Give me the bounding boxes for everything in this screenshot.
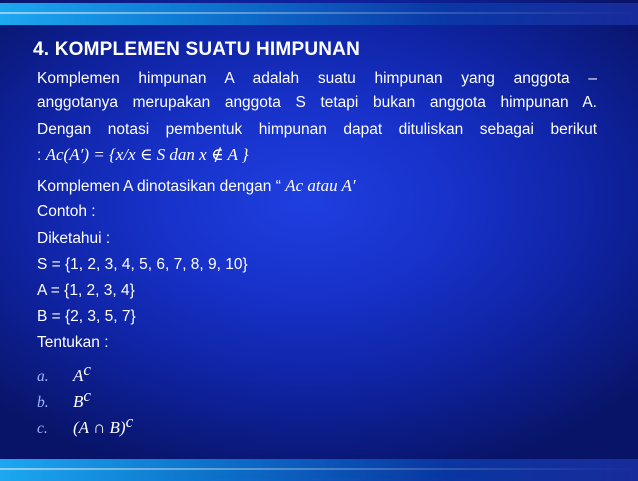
example-label: Contoh : — [37, 203, 96, 220]
item-expr: A — [73, 366, 84, 386]
definition-line-1: Komplemen himpunan A adalah suatu himpunan yang anggota – — [37, 70, 597, 87]
set-s: S = {1, 2, 3, 4, 5, 6, 7, 8, 9, 10} — [37, 256, 248, 273]
definition-line-3: Dengan notasi pembentuk himpunan dapat dituliskan sebagai berikut — [37, 121, 597, 138]
definition-line-2: anggotanya merupakan anggota S tetapi bukan anggota himpunan A. — [37, 94, 597, 111]
item-sup: c — [83, 360, 91, 379]
list-item — [37, 412, 133, 438]
item-label: a. — [37, 368, 49, 386]
bottom-decor-band — [0, 459, 638, 481]
set-a: A = {1, 2, 3, 4} — [37, 282, 135, 299]
item-sup: c — [125, 412, 134, 431]
given-label: Diketahui : — [37, 230, 111, 247]
list-item — [37, 386, 91, 412]
set-b: B = {2, 3, 5, 7} — [37, 308, 136, 325]
top-decor-band — [0, 3, 638, 25]
notation-text: Komplemen A dinotasikan dengan “ — [37, 178, 281, 195]
set-builder-line — [37, 145, 249, 165]
item-sup: c — [83, 386, 91, 405]
item-label: c. — [37, 420, 48, 438]
set-builder-formula: Ac(A′) = {x/x ∈ S dan x ∉ A } — [45, 145, 249, 164]
item-expr: (A ∩ B) — [73, 418, 126, 438]
set-builder-prefix: : — [37, 147, 42, 164]
find-label: Tentukan : — [37, 334, 109, 351]
list-item — [37, 360, 91, 386]
notation-formula: Ac atau A′ — [285, 176, 356, 195]
notation-line — [37, 176, 356, 196]
item-label: b. — [37, 394, 49, 412]
slide-title: 4. KOMPLEMEN SUATU HIMPUNAN — [33, 39, 360, 60]
item-expr: B — [73, 392, 84, 412]
